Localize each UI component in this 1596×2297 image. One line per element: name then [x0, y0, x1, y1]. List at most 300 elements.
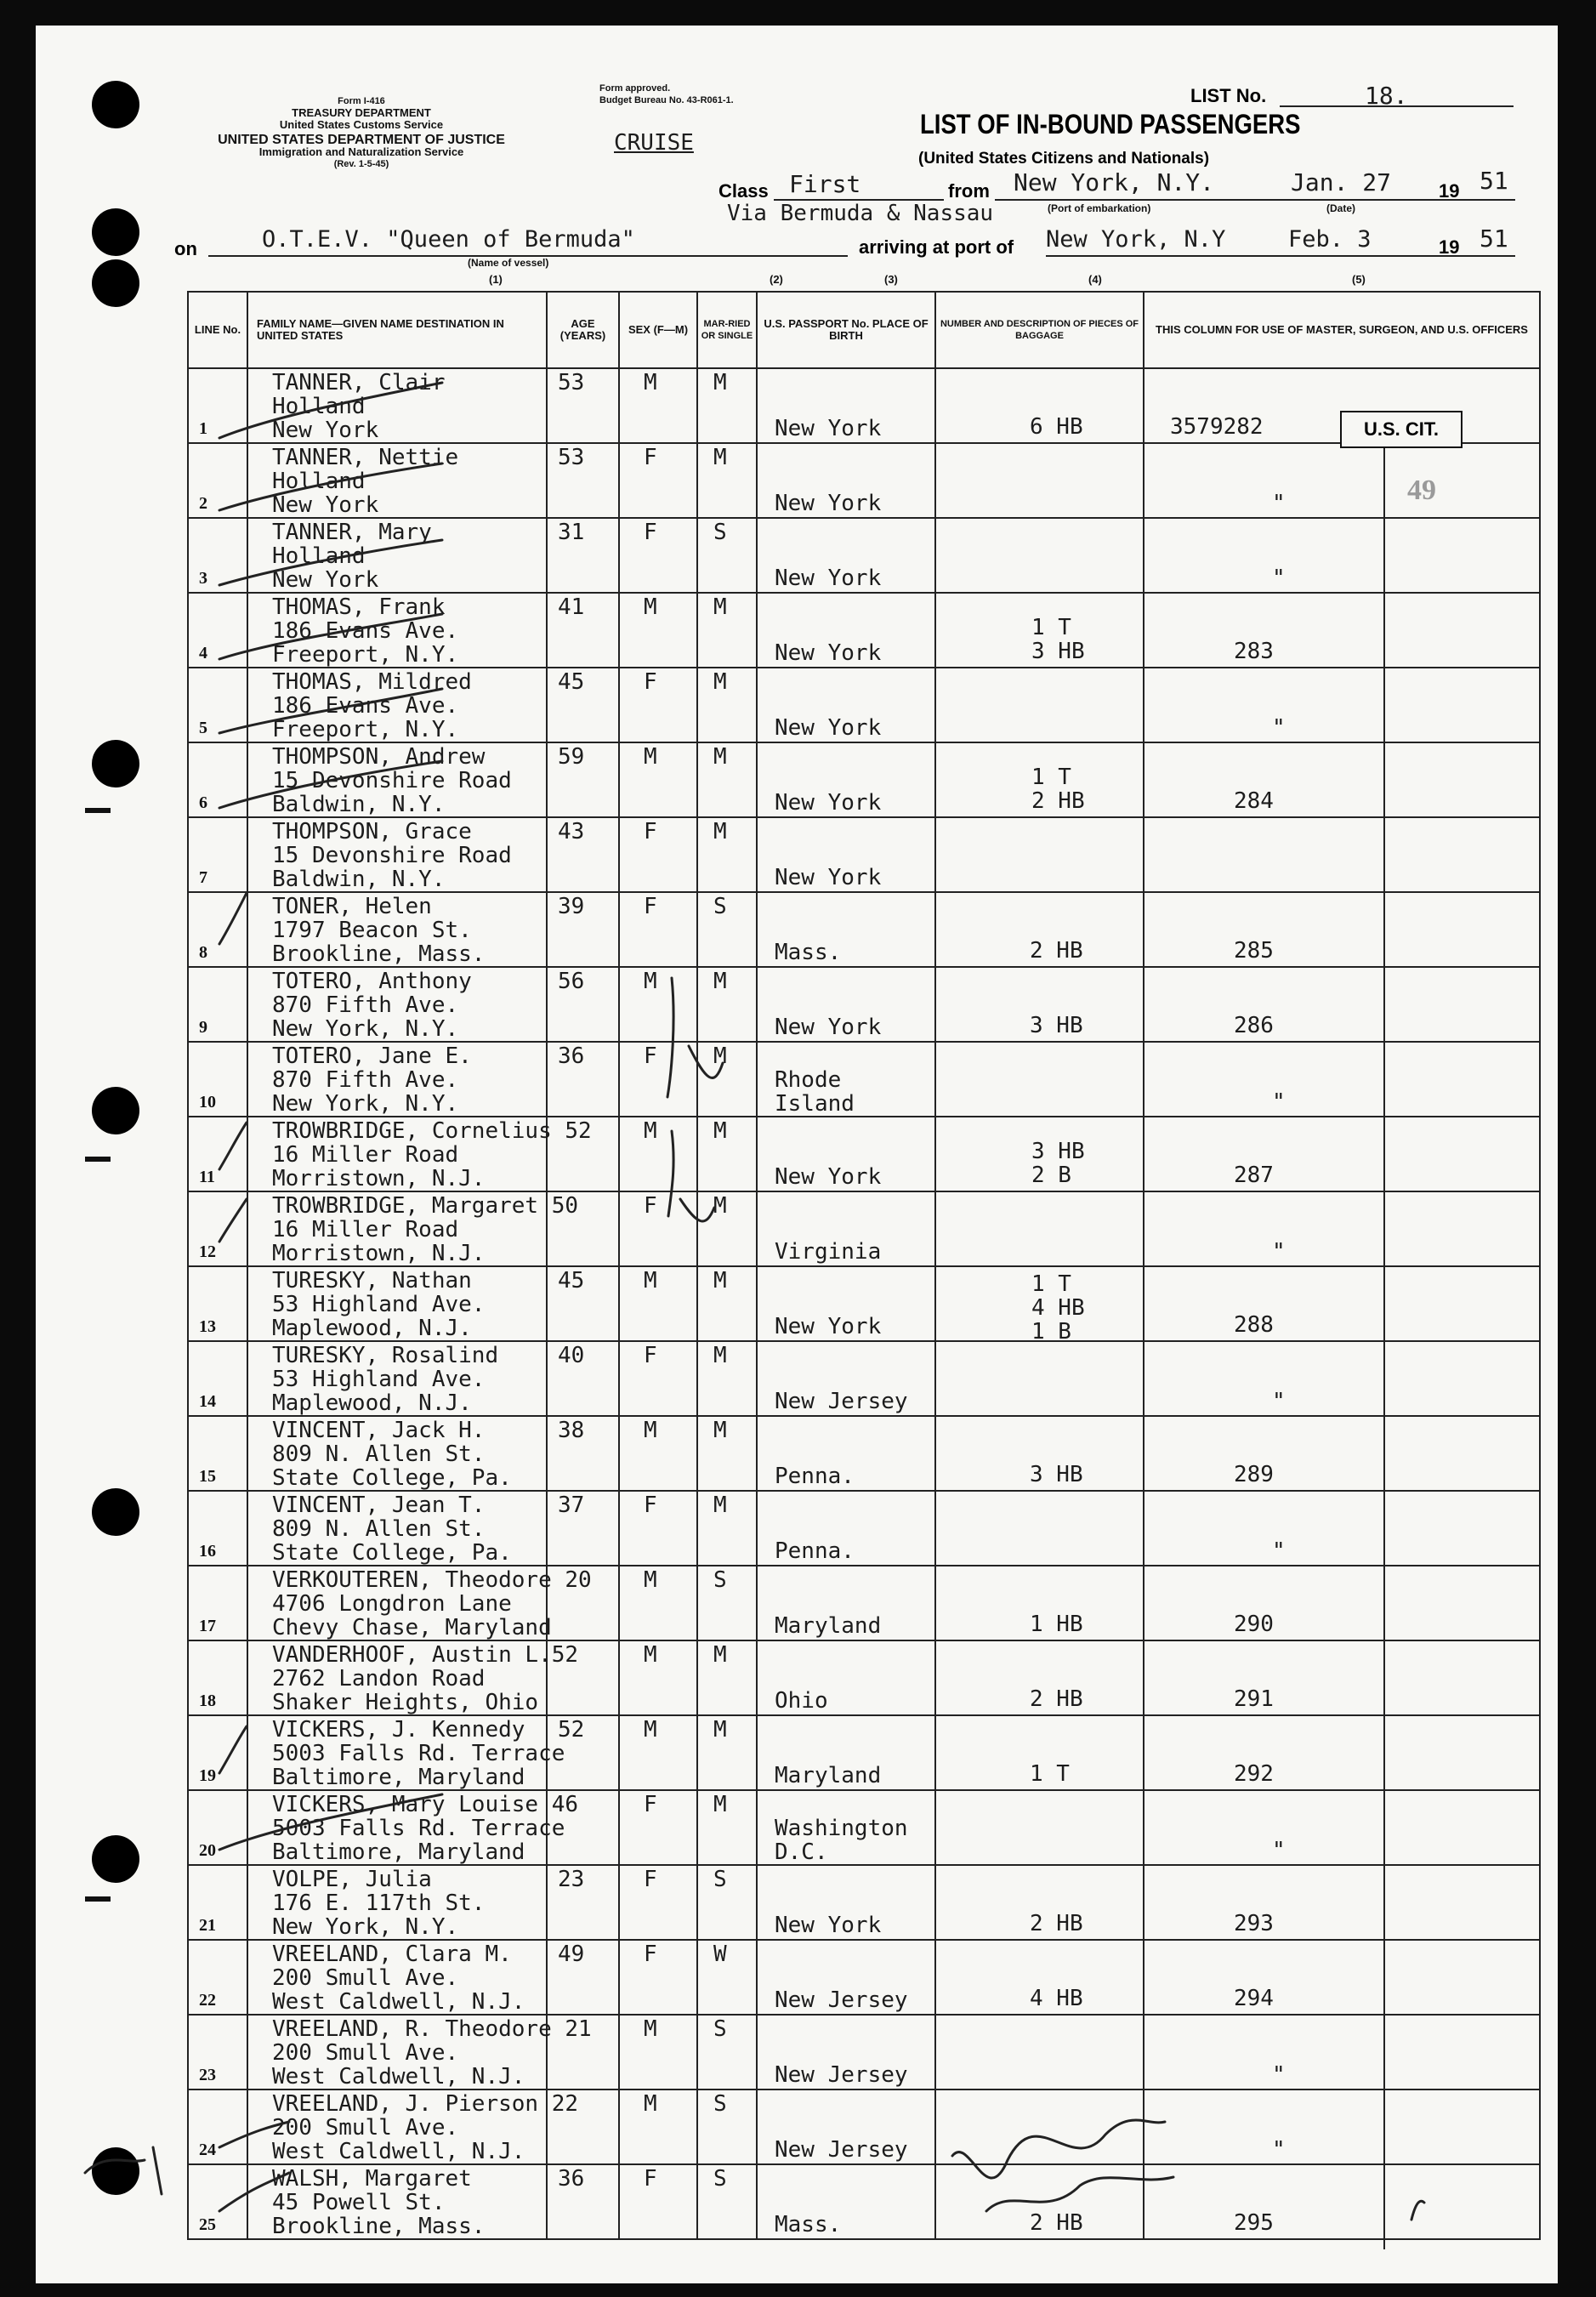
passenger-age: 49: [558, 1942, 585, 1967]
line-number: 2: [199, 494, 207, 513]
line-number: 19: [199, 1766, 216, 1785]
passenger-sex: M: [644, 2016, 657, 2042]
passenger-sex: F: [644, 894, 657, 919]
baggage-line: 2 HB: [1030, 1911, 1083, 1936]
check-mark: [219, 1199, 247, 1242]
baggage-line: 2 HB: [1030, 2210, 1083, 2236]
col-num-1: (1): [489, 273, 503, 286]
line-number: 5: [199, 719, 207, 737]
birthplace: New York: [775, 1913, 882, 1938]
passenger-address: 5003 Falls Rd. Terrace: [272, 1816, 565, 1841]
baggage-line: 1 T: [1031, 615, 1071, 640]
date-caption: (Date): [1326, 202, 1356, 214]
passenger-address: 53 Highland Ave.: [272, 1367, 486, 1392]
officer-entry: 291: [1234, 1686, 1274, 1712]
col-num-4: (4): [1088, 273, 1102, 286]
customs-service: United States Customs Service: [279, 118, 444, 131]
passenger-name: THOMPSON, Grace: [272, 819, 472, 844]
birthplace: New York: [775, 491, 882, 516]
passenger-sex: F: [644, 1492, 657, 1518]
passenger-age: 37: [558, 1492, 585, 1518]
check-mark: [219, 1123, 247, 1169]
line-number: 15: [199, 1467, 216, 1486]
passenger-name: TURESKY, Nathan: [272, 1268, 472, 1293]
passenger-marital: S: [713, 2091, 727, 2117]
passenger-sex: F: [644, 819, 657, 844]
check-mark: [219, 1794, 442, 1850]
birthplace: Ohio: [775, 1688, 828, 1714]
passenger-destination: State College, Pa.: [272, 1465, 512, 1491]
passenger-address: 176 E. 117th St.: [272, 1890, 486, 1916]
birthplace: Penna.: [775, 1464, 855, 1489]
passenger-marital: M: [713, 1268, 727, 1293]
officer-entry: ": [1272, 491, 1286, 516]
treasury-dept: TREASURY DEPARTMENT: [292, 106, 431, 119]
passenger-name: WALSH, Margaret: [272, 2166, 472, 2192]
arrival-year-prefix: 19: [1439, 236, 1460, 258]
passenger-destination: New York: [272, 492, 379, 518]
passenger-address: Holland: [272, 469, 366, 494]
check-mark: [668, 1131, 673, 1216]
via-route: Via Bermuda & Nassau: [727, 201, 994, 226]
passenger-marital: M: [713, 744, 727, 770]
passenger-sex: M: [644, 2091, 657, 2117]
passenger-sex: M: [644, 1418, 657, 1443]
embark-port: New York, N.Y.: [1014, 168, 1215, 196]
passenger-destination: Baltimore, Maryland: [272, 1765, 525, 1790]
birthplace: Penna.: [775, 1538, 855, 1564]
class-label: Class: [718, 180, 769, 202]
passenger-destination: Chevy Chase, Maryland: [272, 1615, 552, 1640]
passenger-sex: F: [644, 445, 657, 470]
officer-entry: 283: [1234, 639, 1274, 664]
col-num-5: (5): [1352, 273, 1366, 286]
officer-entry: 290: [1234, 1612, 1274, 1637]
birthplace: New York: [775, 1164, 882, 1190]
passenger-name: TOTERO, Anthony: [272, 969, 472, 994]
passenger-name: VREELAND, Clara M.: [272, 1942, 512, 1967]
passenger-destination: New York: [272, 567, 379, 593]
line-number: 10: [199, 1093, 216, 1112]
baggage-line: 4 HB: [1030, 1986, 1083, 2011]
passenger-destination: Baldwin, N.Y.: [272, 792, 446, 817]
passenger-name: THOMAS, Frank: [272, 594, 446, 620]
passenger-age: 45: [558, 1268, 585, 1293]
arrival-date: Feb. 3: [1288, 226, 1372, 253]
birthplace: New York: [775, 566, 882, 591]
embark-year: 51: [1480, 167, 1508, 195]
check-mark: [219, 540, 442, 585]
officer-entry: 293: [1234, 1911, 1274, 1936]
line-number: 22: [199, 1991, 216, 2010]
officer-entry: 288: [1234, 1312, 1274, 1338]
passenger-age: 53: [558, 445, 585, 470]
passenger-name: VINCENT, Jean T.: [272, 1492, 486, 1518]
passenger-marital: M: [713, 819, 727, 844]
passenger-age: 43: [558, 819, 585, 844]
officer-entry: ": [1272, 1538, 1286, 1564]
passenger-name: TURESKY, Rosalind: [272, 1343, 499, 1368]
passenger-sex: M: [644, 594, 657, 620]
baggage-line: 3 HB: [1031, 639, 1085, 664]
manifest-title: LIST OF IN-BOUND PASSENGERS: [920, 109, 1301, 139]
passenger-sex: F: [644, 2166, 657, 2192]
passenger-marital: S: [713, 894, 727, 919]
passenger-destination: Baldwin, N.Y.: [272, 867, 446, 892]
passenger-marital: M: [713, 594, 727, 620]
passenger-marital: S: [713, 520, 727, 545]
baggage-line: 1 T: [1031, 1271, 1071, 1297]
birthplace: Maryland: [775, 1613, 882, 1639]
ins-service: Immigration and Naturalization Service: [258, 145, 464, 158]
passenger-address: 15 Devonshire Road: [272, 843, 512, 868]
col-num-2: (2): [770, 273, 783, 286]
passenger-address: 186 Evans Ave.: [272, 618, 459, 644]
check-mark: [219, 614, 442, 659]
passenger-name: TANNER, Clair: [272, 370, 446, 395]
passenger-address: 4706 Longdron Lane: [272, 1591, 512, 1617]
passenger-age: 38: [558, 1418, 585, 1443]
signature-mark: [85, 2147, 162, 2194]
passenger-name: TANNER, Nettie: [272, 445, 459, 470]
passenger-marital: S: [713, 2166, 727, 2192]
line-number: 6: [199, 793, 207, 812]
cruise-label: CRUISE: [614, 130, 694, 156]
passenger-address: 870 Fifth Ave.: [272, 992, 459, 1018]
line-number: 24: [199, 2141, 216, 2159]
passenger-marital: M: [713, 1492, 727, 1518]
check-mark: [680, 1199, 714, 1221]
baggage-line: 2 HB: [1030, 1686, 1083, 1712]
check-mark: [219, 2122, 289, 2147]
passenger-sex: M: [644, 1642, 657, 1668]
embark-date: Jan. 27: [1291, 168, 1392, 196]
header-married: MAR-RIED OR SINGLE: [697, 292, 757, 368]
passenger-destination: New York, N.Y.: [272, 1091, 459, 1117]
passenger-destination: Maplewood, N.J.: [272, 1316, 472, 1341]
check-mark: [219, 689, 442, 733]
header-line-no: LINE No.: [188, 292, 247, 368]
line-number: 7: [199, 868, 207, 887]
passenger-age: 56: [558, 969, 585, 994]
birthplace: Maryland: [775, 1763, 882, 1788]
officer-entry: 284: [1234, 788, 1274, 814]
baggage-line: 2 B: [1031, 1163, 1071, 1188]
passenger-marital: M: [713, 969, 727, 994]
passenger-marital: M: [713, 1043, 727, 1069]
officer-entry: 286: [1234, 1013, 1274, 1038]
officer-entry: ": [1272, 715, 1286, 741]
line-number: 3: [199, 569, 207, 588]
baggage-line: 2 HB: [1031, 788, 1085, 814]
passenger-name: VREELAND, R. Theodore 21: [272, 2016, 592, 2042]
officer-entry: ": [1272, 2137, 1286, 2163]
passenger-destination: Brookline, Mass.: [272, 2214, 486, 2239]
header-age: AGE (YEARS): [547, 292, 619, 368]
line-number: 25: [199, 2215, 216, 2234]
passenger-age: 45: [558, 669, 585, 695]
birthplace: New Jersey: [775, 1987, 908, 2013]
passenger-sex: F: [644, 1343, 657, 1368]
baggage-line: 6 HB: [1030, 414, 1083, 440]
embark-year-prefix: 19: [1439, 180, 1460, 202]
passenger-destination: Freeport, N.Y.: [272, 717, 459, 742]
passenger-address: 809 N. Allen St.: [272, 1441, 486, 1467]
passenger-address: 2762 Landon Road: [272, 1666, 486, 1691]
passenger-destination: New York, N.Y.: [272, 1016, 459, 1042]
passenger-address: 870 Fifth Ave.: [272, 1067, 459, 1093]
line-number: 21: [199, 1916, 216, 1935]
passenger-destination: West Caldwell, N.J.: [272, 2139, 525, 2164]
line-number: 9: [199, 1018, 207, 1037]
passenger-marital: M: [713, 370, 727, 395]
passenger-destination: State College, Pa.: [272, 1540, 512, 1566]
passenger-sex: F: [644, 1043, 657, 1069]
form-approved: Form approved.: [599, 83, 671, 94]
passenger-age: 59: [558, 744, 585, 770]
signature-mark: [952, 2120, 1165, 2178]
passenger-sex: M: [644, 1268, 657, 1293]
passenger-name: THOMPSON, Andrew: [272, 744, 486, 770]
passenger-address: 200 Smull Ave.: [272, 2115, 459, 2141]
passenger-age: 53: [558, 370, 585, 395]
baggage-line: 1 T: [1031, 765, 1071, 790]
line-number: 1: [199, 419, 207, 438]
check-mark: [219, 893, 247, 944]
check-mark: [667, 978, 673, 1097]
birthplace: New York: [775, 416, 882, 441]
line-number: 12: [199, 1242, 216, 1261]
signature-mark: [986, 2177, 1173, 2211]
passenger-destination: Brookline, Mass.: [272, 941, 486, 967]
line-number: 4: [199, 644, 207, 662]
officer-entry: ": [1272, 1389, 1286, 1414]
baggage-line: 3 HB: [1030, 1462, 1083, 1487]
passenger-sex: M: [644, 744, 657, 770]
passenger-address: 200 Smull Ave.: [272, 1965, 459, 1991]
birthplace: New York: [775, 640, 882, 666]
col-num-3: (3): [884, 273, 898, 286]
line-number: 8: [199, 943, 207, 962]
arrival-port: New York, N.Y: [1046, 226, 1226, 253]
passenger-name: TOTERO, Jane E.: [272, 1043, 472, 1069]
passenger-age: 23: [558, 1867, 585, 1892]
passenger-destination: West Caldwell, N.J.: [272, 2064, 525, 2089]
line-number: 18: [199, 1691, 216, 1710]
page-stamp: 49: [1407, 475, 1436, 506]
passenger-name: VANDERHOOF, Austin L.52: [272, 1642, 579, 1668]
passenger-destination: New York: [272, 418, 379, 443]
form-revision: (Rev. 1-5-45): [333, 159, 389, 169]
passenger-address: Holland: [272, 543, 366, 569]
passenger-marital: S: [713, 2016, 727, 2042]
officer-entry: 295: [1234, 2210, 1274, 2236]
passenger-sex: M: [644, 969, 657, 994]
baggage-line: 3 HB: [1030, 1013, 1083, 1038]
check-mark: [219, 463, 442, 510]
line-number: 14: [199, 1392, 216, 1411]
birthplace-line2: Island: [775, 1091, 855, 1117]
birthplace: New Jersey: [775, 2062, 908, 2088]
line-number: 13: [199, 1317, 216, 1336]
birthplace: Virginia: [775, 1239, 882, 1265]
baggage-line: 1 HB: [1030, 1612, 1083, 1637]
passenger-marital: M: [713, 1343, 727, 1368]
passenger-name: TROWBRIDGE, Margaret 50: [272, 1193, 579, 1219]
passenger-address: 809 N. Allen St.: [272, 1516, 486, 1542]
passenger-name: VOLPE, Julia: [272, 1867, 432, 1892]
list-no-value: 18.: [1365, 82, 1408, 110]
birthplace: New York: [775, 790, 882, 816]
officer-entry: 294: [1234, 1986, 1274, 2011]
passenger-destination: Baltimore, Maryland: [272, 1839, 525, 1865]
passenger-name: TANNER, Mary: [272, 520, 432, 545]
passenger-age: 52: [558, 1717, 585, 1743]
list-no-label: LIST No.: [1190, 85, 1267, 106]
line-number: 23: [199, 2066, 216, 2084]
passenger-marital: S: [713, 1567, 727, 1593]
passenger-sex: F: [644, 1942, 657, 1967]
check-mark: [219, 2173, 289, 2211]
justice-dept: UNITED STATES DEPARTMENT OF JUSTICE: [218, 133, 505, 147]
check-mark: [219, 761, 442, 808]
passenger-sex: F: [644, 1867, 657, 1892]
passenger-name: VICKERS, Mary Louise 46: [272, 1792, 579, 1817]
passenger-name: VINCENT, Jack H.: [272, 1418, 486, 1443]
officer-entry: 285: [1234, 938, 1274, 964]
header-name: FAMILY NAME—GIVEN NAME DESTINATION IN UNITED STATES: [247, 292, 547, 368]
birthplace: Washington: [775, 1816, 908, 1841]
form-number: Form I-416: [338, 96, 385, 106]
passenger-destination: Maplewood, N.J.: [272, 1390, 472, 1416]
passenger-marital: M: [713, 445, 727, 470]
passenger-name: VREELAND, J. Pierson 22: [272, 2091, 579, 2117]
passenger-address: 1797 Beacon St.: [272, 918, 472, 943]
passenger-destination: Morristown, N.J.: [272, 1241, 486, 1266]
baggage-line: 4 HB: [1031, 1295, 1085, 1321]
birthplace: Mass.: [775, 940, 842, 965]
birthplace: New Jersey: [775, 2137, 908, 2163]
passenger-marital: M: [713, 1792, 727, 1817]
birthplace: New York: [775, 715, 882, 741]
line-number: 17: [199, 1617, 216, 1635]
passenger-destination: Morristown, N.J.: [272, 1166, 486, 1191]
passenger-sex: F: [644, 1792, 657, 1817]
passenger-marital: M: [713, 1118, 727, 1144]
baggage-line: 3 HB: [1031, 1139, 1085, 1164]
officer-entry: ": [1272, 1239, 1286, 1265]
us-citizen-stamp: U.S. CIT.: [1340, 411, 1463, 448]
on-label: on: [174, 238, 197, 259]
vessel-caption: (Name of vessel): [468, 257, 549, 269]
signature-mark: [1411, 2201, 1424, 2220]
officer-entry: 289: [1234, 1462, 1274, 1487]
baggage-line: 1 B: [1031, 1319, 1071, 1345]
passenger-sex: F: [644, 1193, 657, 1219]
header-officers: THIS COLUMN FOR USE OF MASTER, SURGEON, AND U.S. OFFICERS: [1144, 292, 1540, 368]
check-mark: [219, 383, 442, 438]
baggage-line: 2 HB: [1030, 938, 1083, 964]
header-sex: SEX (F—M): [619, 292, 697, 368]
officer-entry: ": [1272, 1838, 1286, 1863]
line-number: 16: [199, 1542, 216, 1561]
passenger-address: 200 Smull Ave.: [272, 2040, 459, 2066]
manifest-subtitle: (United States Citizens and Nationals): [918, 150, 1210, 168]
check-mark: [219, 1726, 247, 1773]
passenger-sex: M: [644, 1118, 657, 1144]
passenger-destination: New York, N.Y.: [272, 1914, 459, 1940]
passenger-address: Holland: [272, 394, 366, 419]
passenger-age: 41: [558, 594, 585, 620]
passenger-address: 186 Evans Ave.: [272, 693, 459, 719]
header-passport: U.S. PASSPORT No. PLACE OF BIRTH: [757, 292, 935, 368]
passenger-sex: M: [644, 370, 657, 395]
passenger-name: VICKERS, J. Kennedy: [272, 1717, 525, 1743]
header-baggage: NUMBER AND DESCRIPTION OF PIECES OF BAGGAGE: [935, 292, 1144, 368]
from-label: from: [948, 180, 990, 202]
passenger-address: 53 Highland Ave.: [272, 1292, 486, 1317]
passenger-sex: M: [644, 1567, 657, 1593]
officer-entry: 287: [1234, 1163, 1274, 1188]
officer-entry: 292: [1234, 1761, 1274, 1787]
officer-entry: ": [1272, 1089, 1286, 1115]
passenger-name: TONER, Helen: [272, 894, 432, 919]
arrival-year: 51: [1480, 225, 1508, 253]
passenger-age: 39: [558, 894, 585, 919]
passenger-name: THOMAS, Mildred: [272, 669, 472, 695]
passenger-age: 36: [558, 2166, 585, 2192]
passenger-marital: S: [713, 1867, 727, 1892]
birthplace-line2: D.C.: [775, 1839, 828, 1865]
port-embark-caption: (Port of embarkation): [1048, 202, 1151, 214]
birthplace: New York: [775, 1015, 882, 1040]
passenger-destination: Freeport, N.Y.: [272, 642, 459, 668]
officer-entry: ": [1272, 2062, 1286, 2088]
passenger-address: 16 Miller Road: [272, 1142, 459, 1168]
passenger-age: 36: [558, 1043, 585, 1069]
passenger-sex: M: [644, 1717, 657, 1743]
passenger-destination: West Caldwell, N.J.: [272, 1989, 525, 2015]
passenger-address: 5003 Falls Rd. Terrace: [272, 1741, 565, 1766]
birthplace: New York: [775, 1314, 882, 1339]
baggage-line: 1 T: [1030, 1761, 1070, 1787]
passenger-destination: Shaker Heights, Ohio: [272, 1690, 539, 1715]
birthplace: New Jersey: [775, 1389, 908, 1414]
passenger-address: 16 Miller Road: [272, 1217, 459, 1242]
line-number: 11: [199, 1168, 215, 1186]
vessel-name: O.T.E.V. "Queen of Bermuda": [262, 226, 635, 253]
birthplace: Mass.: [775, 2212, 842, 2237]
passenger-address: 15 Devonshire Road: [272, 768, 512, 793]
passenger-marital: M: [713, 1717, 727, 1743]
passenger-age: 40: [558, 1343, 585, 1368]
officer-entry: ": [1272, 566, 1286, 591]
passenger-sex: F: [644, 669, 657, 695]
budget-bureau: Budget Bureau No. 43-R061-1.: [599, 95, 734, 105]
class-value: First: [789, 170, 861, 198]
birthplace: Rhode: [775, 1067, 842, 1093]
passenger-address: 45 Powell St.: [272, 2190, 446, 2215]
arriving-label: arriving at port of: [859, 236, 1014, 258]
line-number: 20: [199, 1841, 216, 1860]
officer-entry: 3579282: [1170, 414, 1264, 440]
check-mark: [689, 1046, 723, 1077]
passenger-marital: M: [713, 669, 727, 695]
passenger-age: 31: [558, 520, 585, 545]
passenger-marital: M: [713, 1418, 727, 1443]
passenger-marital: M: [713, 1642, 727, 1668]
passenger-marital: W: [713, 1942, 727, 1967]
